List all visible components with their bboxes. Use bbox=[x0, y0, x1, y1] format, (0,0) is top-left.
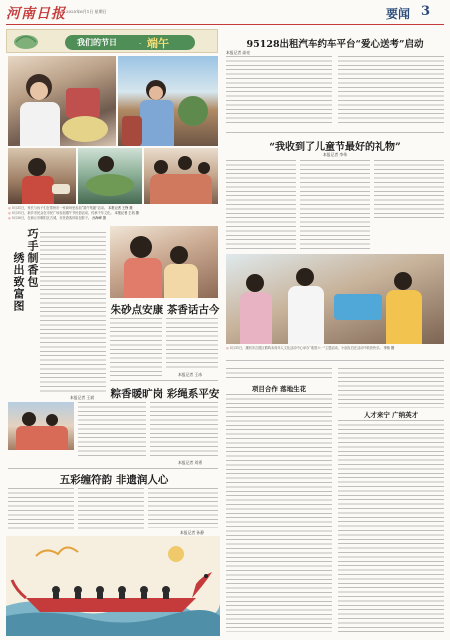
divider-right-1 bbox=[226, 132, 444, 133]
banner-prefix: 我们的节日 bbox=[77, 37, 117, 47]
article-3-body-c bbox=[148, 488, 218, 528]
top-right-body-a bbox=[226, 56, 332, 126]
side-byline: 本报记者 王斌 bbox=[70, 395, 94, 400]
article-1-body-b bbox=[166, 318, 218, 370]
byline-2: 本报记者 刘勇 bbox=[178, 460, 202, 465]
mid-right-body-a bbox=[226, 160, 296, 252]
caption-marker: ◎ bbox=[8, 216, 12, 220]
side-title-line1: 巧手制香包 bbox=[26, 228, 39, 288]
mid-right-body-b bbox=[300, 160, 370, 252]
caption-marker: ◎ bbox=[226, 346, 230, 350]
photo-dragon-boat-kids bbox=[8, 402, 74, 450]
mid-right-body-c bbox=[374, 160, 444, 220]
banner-decor-icon bbox=[13, 33, 39, 51]
divider-right-2 bbox=[226, 360, 444, 361]
side-title-line2: 绣出致富图 bbox=[12, 252, 25, 312]
article-3-body-b bbox=[78, 488, 144, 532]
lower-right-body-a bbox=[226, 368, 332, 380]
masthead-logo: 河南日报 bbox=[6, 6, 66, 22]
photo2-credit: 本报记者 王培 摄 bbox=[114, 211, 139, 215]
photo-tea-ceremony bbox=[8, 148, 76, 204]
dragon-boat-illustration bbox=[6, 536, 220, 636]
photo3-credit: 孙海峰 摄 bbox=[92, 216, 106, 220]
photo-mother-child bbox=[110, 226, 218, 298]
photo-folk-activity bbox=[118, 56, 218, 146]
headline-2: 粽香暖旷岗 彩绳系平安 bbox=[110, 388, 220, 400]
byline-top-right: 本报记者 高亮 bbox=[226, 50, 250, 55]
photo-zongzi-making bbox=[78, 148, 142, 204]
headline-1-display: 朱砂点安康 茶香话古今 bbox=[110, 304, 220, 316]
headline-top-right: 95128出租汽车约车平台“爱心送考”启动 bbox=[246, 39, 424, 50]
top-right-body-b bbox=[338, 56, 444, 126]
page-number: 3 bbox=[421, 4, 431, 19]
headline-3: 五彩缠符韵 非遗润人心 bbox=[59, 474, 169, 486]
headline-mid-right: “我收到了儿童节最好的礼物” bbox=[269, 142, 401, 153]
festival-banner: 我们的节日 · 端午 bbox=[6, 29, 218, 53]
side-title-block bbox=[8, 228, 38, 378]
divider-1 bbox=[110, 380, 218, 381]
banner-title: 端午 bbox=[147, 37, 169, 50]
lower-right-body-d bbox=[338, 420, 444, 632]
photo-family-group bbox=[144, 148, 218, 204]
photo3-caption-text: 5月30日，在商丘市睢阳区古城，市民游客体验包粽子。 bbox=[11, 216, 92, 220]
talent-title: 人才来宁 广纳英才 bbox=[363, 411, 419, 419]
byline-1: 本报记者 王冰 bbox=[178, 372, 202, 377]
mini-title: 项目合作 落地生花 bbox=[251, 385, 307, 393]
masthead bbox=[0, 0, 450, 27]
masthead-date: 2025年6月1日 星期日 bbox=[66, 9, 107, 14]
article-1-body-a bbox=[110, 318, 162, 378]
article-2-body-a bbox=[78, 402, 146, 458]
section-name: 要闻 bbox=[386, 7, 411, 21]
article-2-body-b bbox=[150, 402, 218, 458]
photo1-credit: 本报记者 王铮 摄 bbox=[108, 206, 133, 210]
lower-right-body-b bbox=[226, 394, 332, 632]
photo-kids-mall bbox=[8, 56, 116, 146]
lower-right-body-c bbox=[338, 368, 444, 408]
divider-2 bbox=[8, 468, 218, 469]
masthead-rule bbox=[6, 24, 444, 25]
side-article-body bbox=[40, 232, 106, 392]
photo-childrens-day bbox=[226, 254, 444, 344]
photo2-caption-text: 5月31日，新乡市民众在市民广场参加端午节民俗活动，传承千年文化。 bbox=[11, 211, 114, 215]
photo3-caption bbox=[8, 216, 218, 221]
childrens-day-caption-text: 5月31日，漯河市召陵区鹤鸣未成年人文化活动中心举办“欢度六一”主题活动，小朋友们在活动中收获快乐。 bbox=[229, 346, 383, 350]
caption-marker: ◎ bbox=[8, 206, 12, 210]
caption-marker: ◎ bbox=[8, 211, 12, 215]
article-3-body-a bbox=[8, 488, 74, 532]
byline-3: 本报记者 孙静 bbox=[180, 530, 204, 535]
childrens-day-credit: 李伟 摄 bbox=[383, 346, 395, 350]
byline-mid-right: 本报记者 李伟 bbox=[323, 152, 347, 157]
childrens-day-caption bbox=[226, 346, 444, 356]
photo1-caption-text: 5月31日，家长与孩子们在郑州市一家商场里参加“端午集趣”活动。 bbox=[11, 206, 108, 210]
